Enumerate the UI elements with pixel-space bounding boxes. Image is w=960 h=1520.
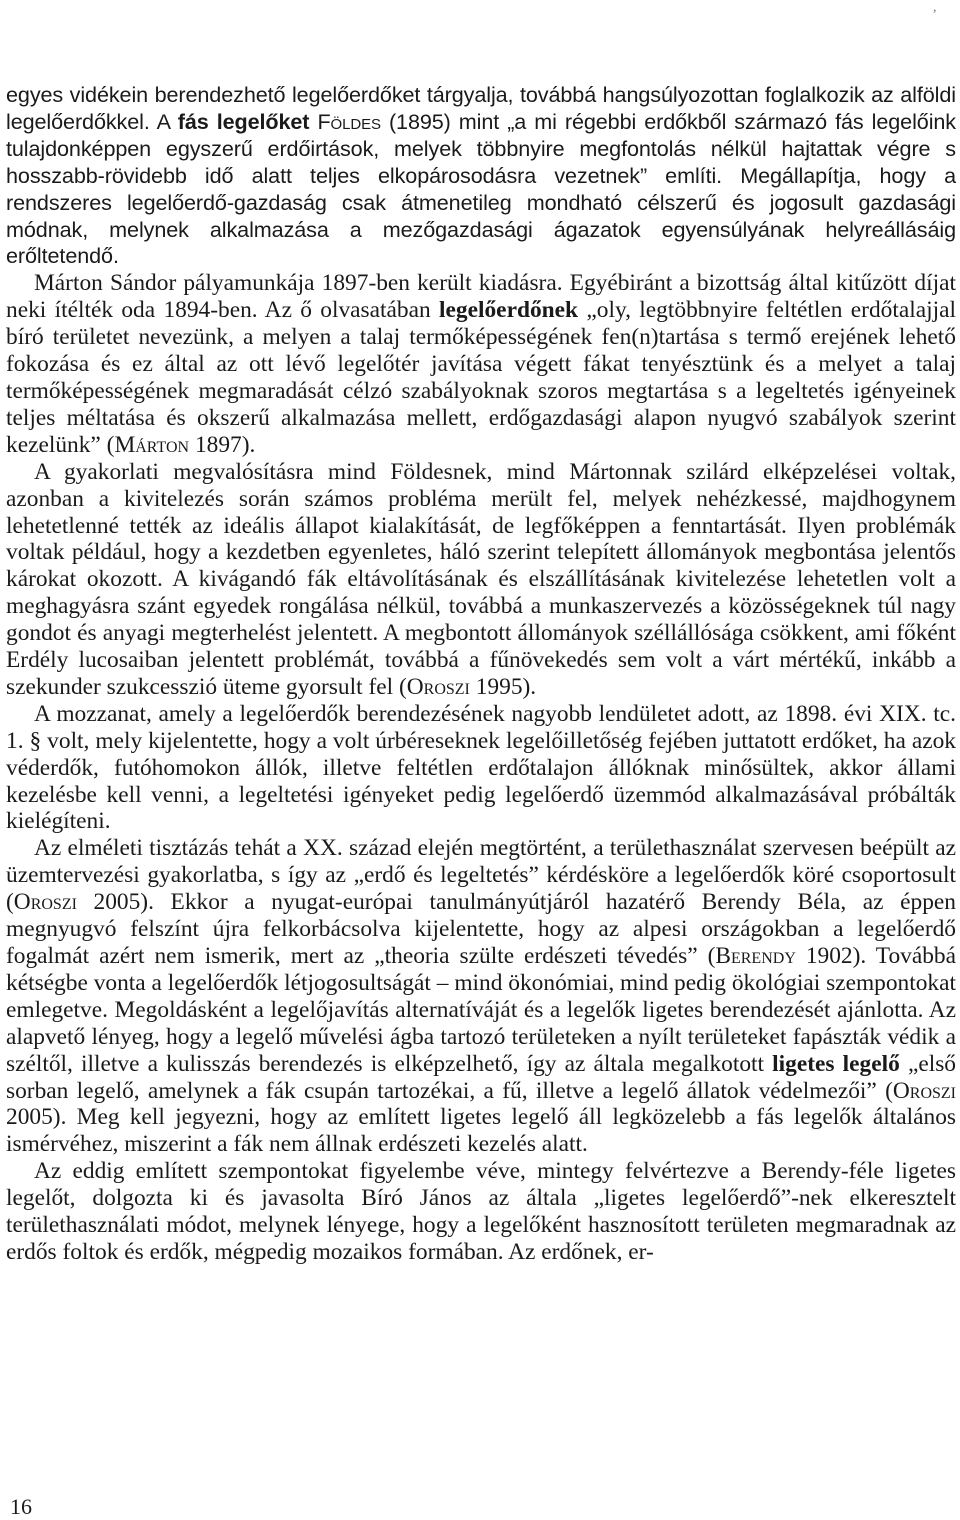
bold-term: fás legelőket (177, 108, 310, 134)
paragraph (6, 1158, 956, 1266)
page-number: 16 (10, 1494, 32, 1519)
text-run: Az elméleti tisztázás tehát a XX. század elején megtörtént, a területhasználat szervesen beépült az üzemtervezési gyakorlatba, s így az „erdő és legeltetés” kérdésköre a legelőerdők köré csoportosult ( (6, 835, 956, 916)
text-run: „oly, legtöbbnyire feltétlen erdőtalajjal bíró területet nevezünk, a melyen a talaj termőképességének fen(n)tartása s termő erejének lehető fokozása és ez által az ott lévő legelőtér javítása végett fákat tenyésztünk és a melyet a talaj termőképességének megmaradását célzó szabályoknak szoros megtartása s a legeltetés igényeinek teljes méltatása és okszerű alkalmazása mellett, erdőgazdasági alapon nyugvó szabályok szerint kezelünk” ( (6, 297, 956, 458)
text-run: Az eddig említett szempontokat figyelembe véve, mintegy felvértezve a Berendy-féle ligetes legelőt, dolgozta ki és javasolta Bíró János az általa „ligetes legelőerdő”-nek elkeresztelt területhasználati módot, melynek lényege, hogy a legelőként hasznosított területen megmaradnak az erdős foltok és erdők, mégpedig mozaikos formában. Az erdőnek, er- (6, 1158, 956, 1265)
text-run: egyes vidékein berendezhető legelőerdőket tárgyalja, továbbá hangsúlyozottan foglalkozik az alföldi legelőerdőkkel. A (6, 82, 956, 134)
text-run: 1995). (469, 673, 537, 700)
text-run: 2005). Ekkor a nyugat-európai tanulmányútjáról hazatérő Berendy Béla, az éppen megnyugvó felszínt újra felkorbácsolva kijelentette, hogy az alpesi országokban a legelőerdő fogalmát azért nem ismerik, mert az „theoria szülte erdészeti tévedés” ( (6, 889, 956, 969)
author-name: Oroszi (13, 889, 77, 916)
paragraph (6, 270, 956, 458)
paragraph (6, 459, 956, 701)
author-name: Oroszi (892, 1077, 956, 1104)
text-run: A mozzanat, amely a legelőerdők berendezésének nagyobb lendületet adott, az 1898. évi XIX. tc. 1. § volt, mely kijelentette, hogy a volt úrbéreseknek legelőilletőség fejében juttatott erdőket, ha azok véderdők, futóhomokon állók, illetve feltétlen erdőtalajon állóknak minősültek, akkor állami kezelésbe kell venni, a legeltetési igényeket pedig legelőerdő üzemmód alkalmazásával próbálták kielégíteni. (6, 700, 956, 835)
paragraph (6, 82, 956, 270)
author-name: Földes (317, 108, 381, 134)
author-name: Berendy (715, 943, 796, 969)
corner-mark: , (933, 0, 937, 15)
text-run: 2005). Meg kell jegyezni, hogy az említett ligetes legelő áll legközelebb a fás legelők általános ismérvéhez, miszerint a fák nem állnak erdészeti kezelés alatt. (6, 1104, 956, 1158)
paragraph (6, 835, 956, 1158)
text-run: A gyakorlati megvalósításra mind Földesnek, mind Mártonnak szilárd elképzelései voltak, azonban a kivitelezés során számos probléma merült fel, melyek nehézkessé, majdhogynem lehetetlenné tették az ideális állapot kialakítását, de legfőképpen a fenntartását. Ilyen problémák voltak például, hogy a kezdetben egyenletes, háló szerint telepített állományok megbontása jelentős károkat okozott. A kivágandó fák eltávolításának és elszállításának kivitelezése lehetetlen volt a meghagyásra szánt egyedek rongálása nélkül, továbbá a munkaszervezés a közösségeknek túl nagy gondot és anyagi megterhelést jelentett. A megbontott állományok széllállósága csökkent, ami főként Erdély lucosaiban jelentett problémát, továbbá a fűnövekedés sem volt a várt mértékű, inkább a szekunder szukcesszió üteme gyorsult fel ( (6, 458, 956, 700)
bold-term: ligetes legelő (772, 1050, 900, 1077)
bold-term: legelőerdőnek (439, 297, 579, 324)
text-run: 1897). (189, 431, 256, 458)
text-run: (1895) mint „a mi régebbi erdőkből származó fás legelőink tulajdonképpen egyszerű erdőirtások, melyek többnyire megfontolás nélkül hajtattak végre s hosszabb-rövidebb idő alatt teljes elkopárosodásra vezetnek” említi. Megállapítja, hogy a rendszeres legelőerdő-gazdaság csak átmenetileg mondható célszerű és jogosult gazdasági módnak, melynek alkalmazása a mezőgazdasági ágazatok egyensúlyának helyreállásáig erőltetendő. (6, 108, 956, 269)
text-run: Márton Sándor pályamunkája 1897-ben került kiadásra. Egyébiránt a bizottság által kitűzött díjat neki ítélték oda 1894-ben. Az ő olvasatában (6, 270, 956, 324)
body-text (6, 82, 956, 1266)
author-name: Oroszi (406, 673, 470, 700)
text-run: „első sorban legelő, amelynek a fák csupán tartozékai, a fű, illetve a legelő állatok védelmezői” ( (6, 1050, 957, 1104)
author-name: Márton (114, 431, 190, 458)
paragraph (6, 701, 956, 836)
text-run: 1902). Továbbá kétségbe vonta a legelőerdők létjogosultságát – mind ökonómiai, mind pedig ökológiai szempontokat emlegetve. Megoldásként a legelőjavítás alternatíváját és a legelők ligetes berendezését ajánlotta. Az alapvető lényeg, hogy a legelő művelési ágba tartozó területeken a nyílt területeket fapászták védik a széltől, illetve a kulisszás berendezés is elképzelhető, így az általa megalkotott (6, 943, 956, 1077)
